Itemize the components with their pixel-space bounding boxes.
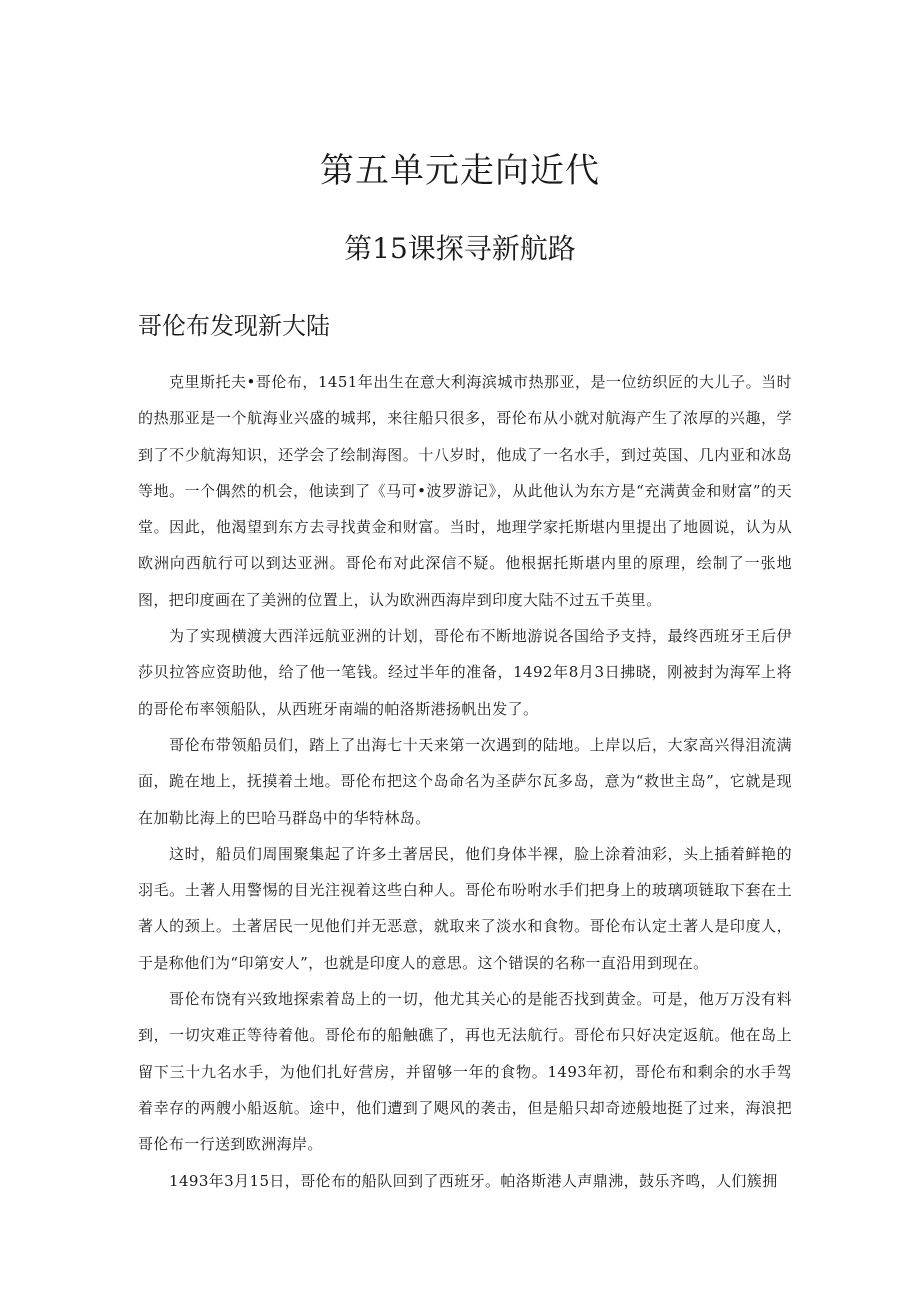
lesson-title: 第15课探寻新航路 (344, 232, 576, 265)
paragraph-5: 哥伦布饶有兴致地探索着岛上的一切，他尤其关心的是能否找到黄金。可是，他万万没有料到，一切灾难正等待着他。哥伦布的船触礁了，再也无法航行。哥伦布只好决定返航。他在岛上留下三十九名水手，为他们扎好营房，并留够一年的食物。1493年初，哥伦布和剩余的水手驾着幸存的两艘小船返航。途中，他们遭到了飓风的袭击，但是船只却奇迹般地挺了过来，海浪把哥伦布一行送到欧洲海岸。 (138, 990, 792, 1154)
section-title: 哥伦布发现新大陆 (138, 312, 330, 340)
paragraph-3: 哥伦布带领船员们，踏上了出海七十天来第一次遇到的陆地。上岸以后，大家高兴得泪流满面，跪在地上，抚摸着土地。哥伦布把这个岛命名为圣萨尔瓦多岛，意为“救世主岛”，它就是现在加勒比海上的巴哈马群岛中的华特林岛。 (138, 735, 792, 827)
paragraph-2: 为了实现横渡大西洋远航亚洲的计划，哥伦布不断地游说各国给予支持，最终西班牙王后伊莎贝拉答应资助他，给了他一笔钱。经过半年的准备，1492年8月3日拂晓，刚被封为海军上将的哥伦布率领船队，从西班牙南端的帕洛斯港扬帆出发了。 (138, 627, 792, 718)
paragraph-4: 这时，船员们周围聚集起了许多土著居民，他们身体半裸，脸上涂着油彩，头上插着鲜艳的羽毛。土著人用警惕的目光注视着这些白种人。哥伦布吩咐水手们把身上的玻璃项链取下套在土著人的颈上。土著居民一见他们并无恶意，就取来了淡水和食物。哥伦布认定土著人是印度人，于是称他们为“印第安人”，也就是印度人的意思。这个错误的名称一直沿用到现在。 (138, 844, 792, 972)
body-text (138, 364, 792, 1199)
paragraph-1: 克里斯托夫•哥伦布，1451年出生在意大利海滨城市热那亚，是一位纺织匠的大儿子。当时的热那亚是一个航海业兴盛的城邦，来往船只很多，哥伦布从小就对航海产生了浓厚的兴趣，学到了不少航海知识，还学会了绘制海图。十八岁时，他成了一名水手，到过英国、几内亚和冰岛等地。一个偶然的机会，他读到了《马可•波罗游记》，从此他认为东方是“充满黄金和财富”的天堂。因此，他渴望到东方去寻找黄金和财富。当时，地理学家托斯堪内里提出了地圆说，认为从欧洲向西航行可以到达亚洲。哥伦布对此深信不疑。他根据托斯堪内里的原理，绘制了一张地图，把印度画在了美洲的位置上，认为欧洲西海岸到印度大陆不过五千英里。 (138, 373, 792, 609)
paragraph-6: 1493年3月15日，哥伦布的船队回到了西班牙。帕洛斯港人声鼎沸，鼓乐齐鸣，人们簇拥 (169, 1171, 778, 1190)
unit-title: 第五单元走向近代 (320, 151, 600, 191)
